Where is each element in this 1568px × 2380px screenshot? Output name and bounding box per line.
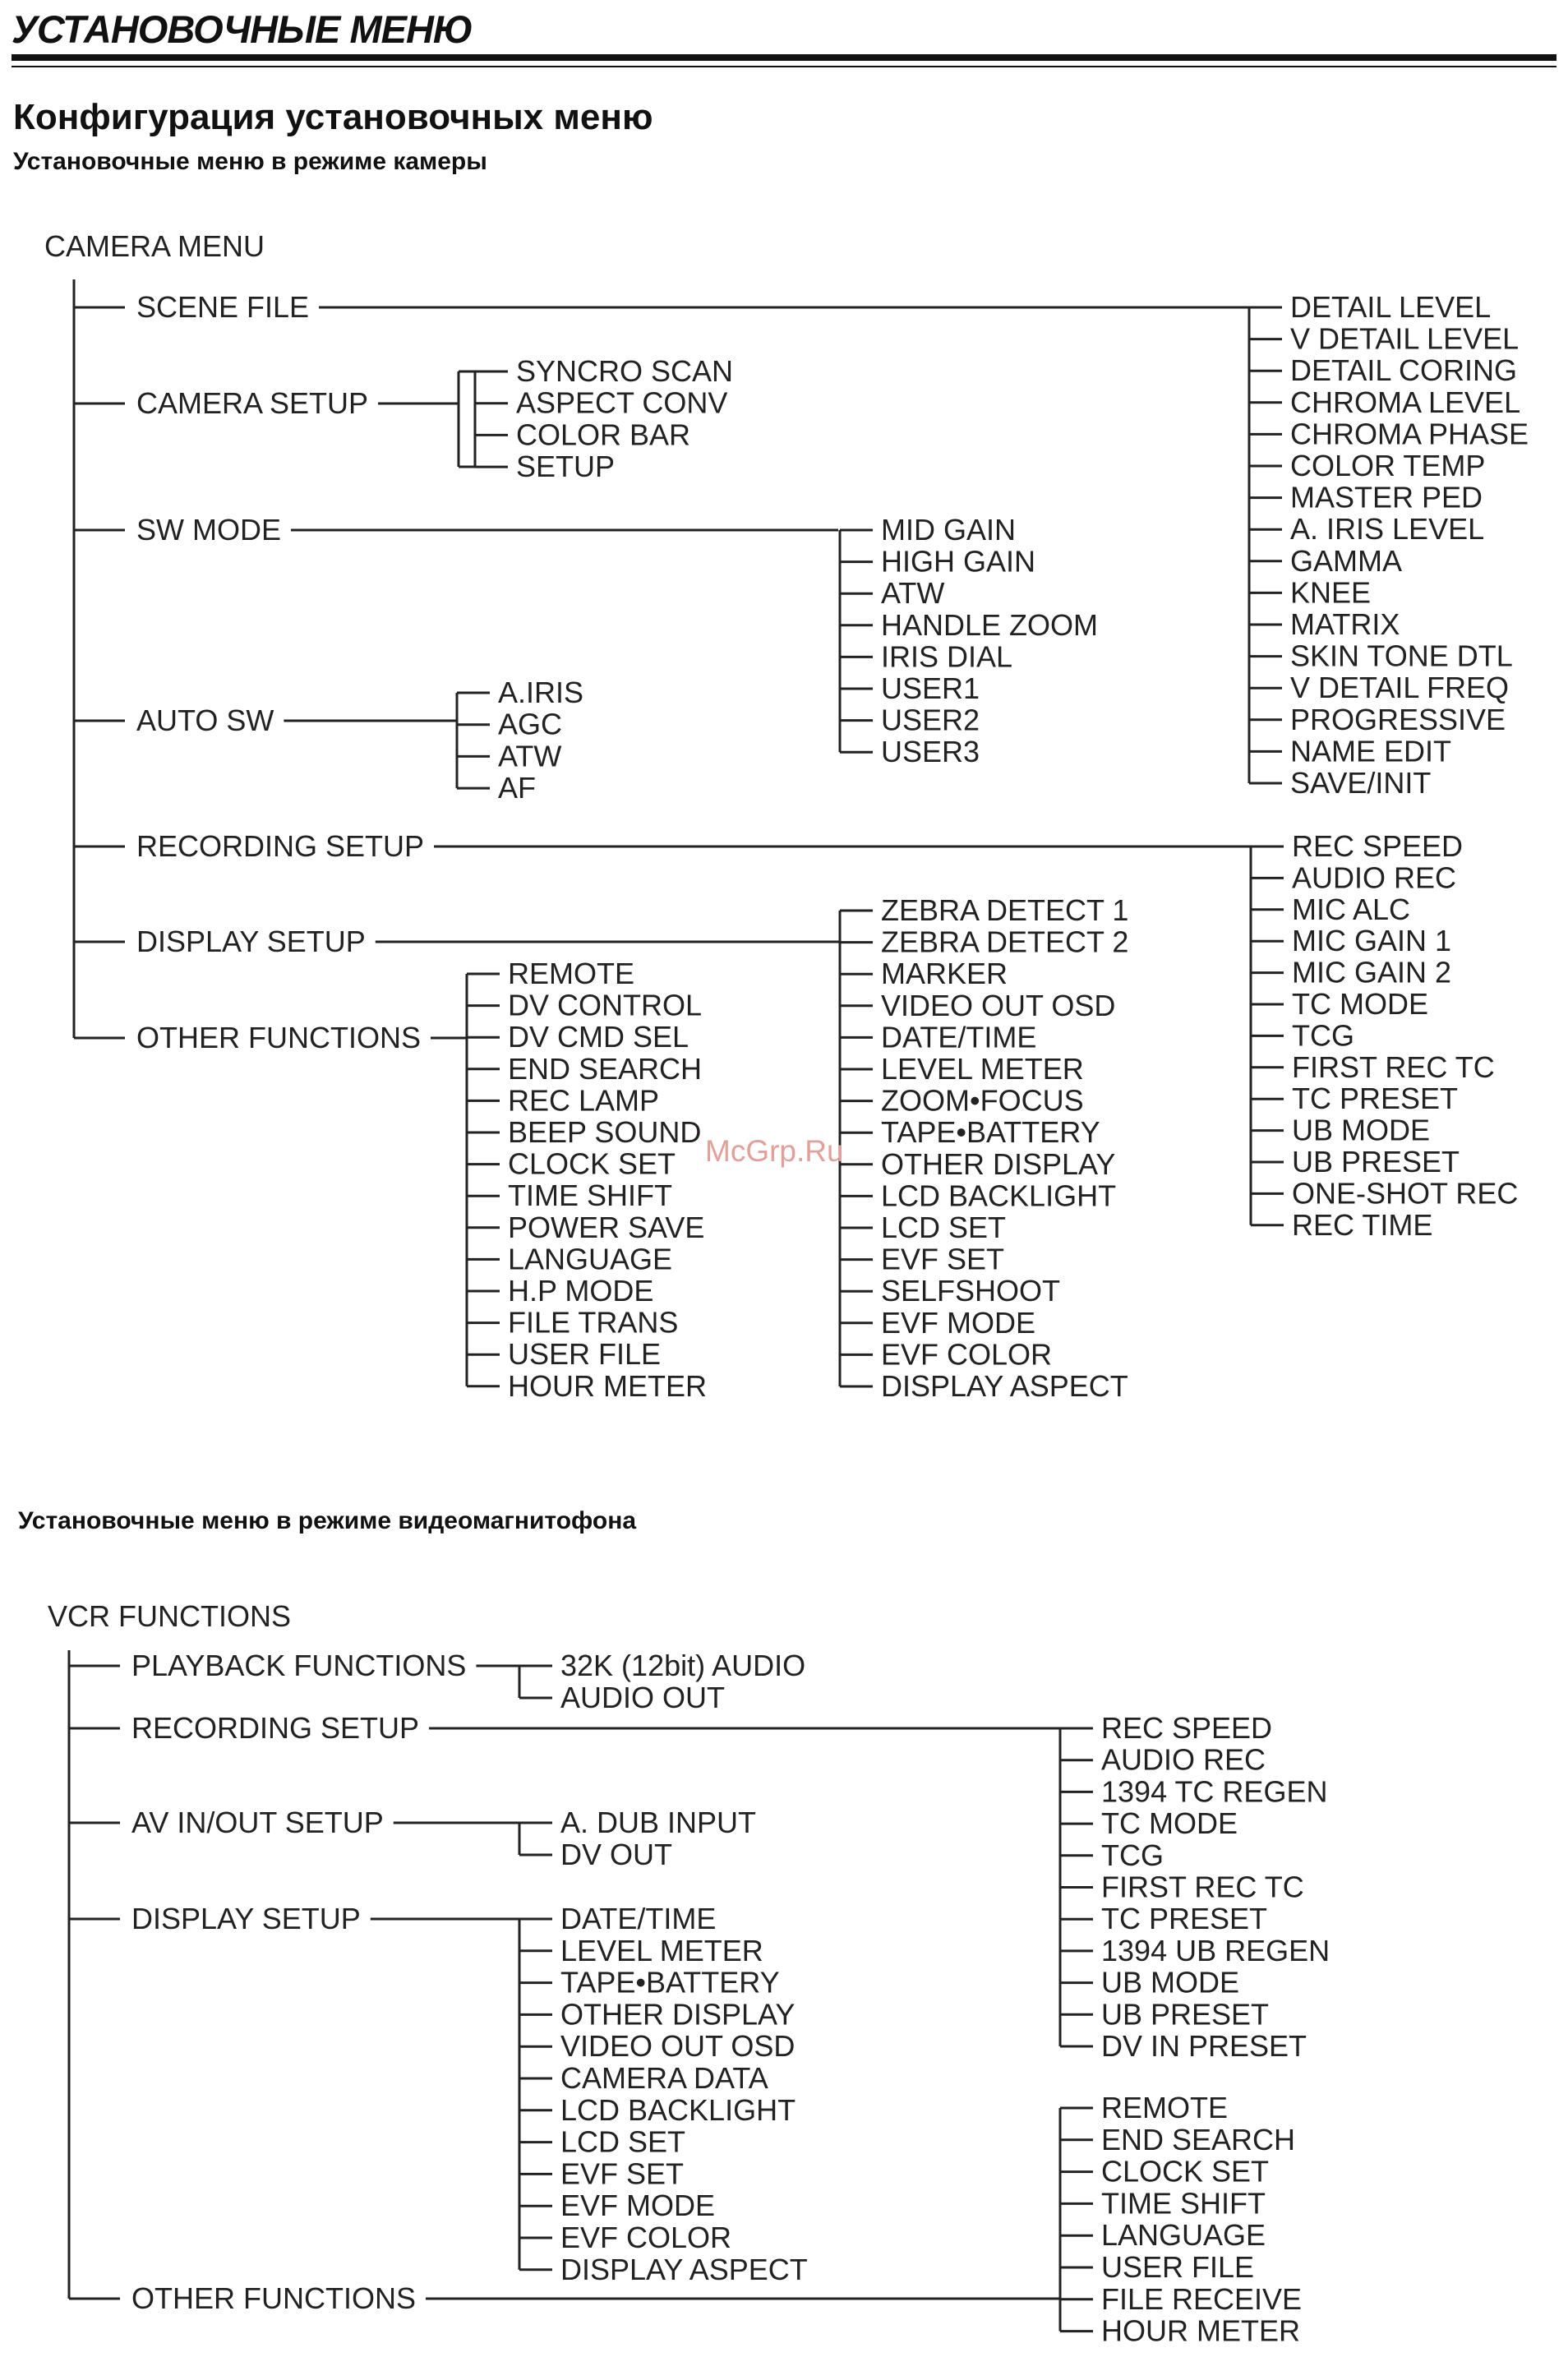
section-header: УСТАНОВОЧНЫЕ МЕНЮ	[12, 7, 473, 51]
vcr-display-item: EVF MODE	[560, 2189, 716, 2223]
vcr-playback-item: AUDIO OUT	[560, 1681, 726, 1714]
vcr-display-setup: DISPLAY SETUP	[131, 1902, 361, 1935]
vcr-display-item: CAMERA DATA	[560, 2061, 768, 2095]
vcr-playback-item: 32K (12bit) AUDIO	[560, 1649, 806, 1682]
sw-mode-item: MID GAIN	[881, 513, 1017, 547]
scene-file-item: DETAIL CORING	[1290, 353, 1518, 388]
vcr-display-item: DISPLAY ASPECT	[560, 2252, 808, 2286]
other-functions-item: HOUR METER	[508, 1368, 707, 1403]
camera-setup-item: SETUP	[516, 450, 616, 484]
auto-sw-item: A.IRIS	[498, 676, 584, 709]
vcr-display-item: LCD SET	[560, 2124, 686, 2159]
display-setup-item: ZEBRA DETECT 1	[881, 893, 1129, 927]
other-functions-item: REMOTE	[508, 957, 635, 990]
other-functions-item: LANGUAGE	[508, 1242, 673, 1276]
auto-sw-item: AGC	[498, 707, 563, 741]
other-functions-item: END SEARCH	[508, 1051, 703, 1086]
vcr-other-item: LANGUAGE	[1101, 2218, 1266, 2253]
sw-mode-item: USER2	[881, 703, 980, 737]
other-functions-item: BEEP SOUND	[508, 1115, 702, 1149]
display-setup-item: SELFSHOOT	[881, 1274, 1061, 1308]
vcr-other-item: FILE RECEIVE	[1101, 2281, 1303, 2316]
vcr-recording-item: TC MODE	[1101, 1806, 1238, 1841]
recording-setup-item: MIC GAIN 1	[1292, 924, 1452, 958]
page-title: Конфигурация установочных меню	[13, 97, 653, 137]
other-functions-item: FILE TRANS	[508, 1305, 679, 1340]
camera-scene-file: SCENE FILE	[136, 290, 310, 324]
auto-sw-item: ATW	[498, 739, 562, 773]
vcr-recording-item: TC PRESET	[1101, 1902, 1268, 1936]
vcr-other-item: REMOTE	[1101, 2091, 1229, 2124]
other-functions-item: DV CMD SEL	[508, 1020, 689, 1054]
vcr-recording-item: 1394 TC REGEN	[1101, 1774, 1328, 1809]
camera-menu-root: CAMERA MENU	[44, 229, 265, 263]
vcr-other-functions: OTHER FUNCTIONS	[131, 2281, 416, 2315]
vcr-display-item: LEVEL METER	[560, 1933, 763, 1967]
camera-auto-sw: AUTO SW	[136, 703, 274, 737]
recording-setup-item: MIC ALC	[1292, 892, 1411, 926]
camera-camera-setup: CAMERA SETUP	[136, 386, 369, 420]
scene-file-item: NAME EDIT	[1290, 734, 1452, 768]
vcr-recording-item: FIRST REC TC	[1101, 1870, 1304, 1904]
recording-setup-item: REC TIME	[1292, 1207, 1433, 1242]
scene-file-item: KNEE	[1290, 575, 1372, 610]
recording-setup-item: REC SPEED	[1292, 829, 1464, 863]
sw-mode-item: USER1	[881, 671, 980, 705]
camera-other-functions: OTHER FUNCTIONS	[136, 1021, 421, 1054]
sw-mode-item: ATW	[881, 576, 945, 611]
scene-file-item: V DETAIL FREQ	[1290, 671, 1510, 705]
display-setup-item: EVF MODE	[881, 1305, 1036, 1340]
display-setup-item: LEVEL METER	[881, 1052, 1084, 1086]
sw-mode-item: IRIS DIAL	[881, 639, 1013, 674]
vcr-recording-setup: RECORDING SETUP	[131, 1711, 420, 1745]
vcr-playback-functions: PLAYBACK FUNCTIONS	[131, 1649, 467, 1682]
watermark: McGrp.Ru	[705, 1134, 844, 1168]
camera-setup-item: ASPECT CONV	[516, 385, 728, 420]
other-functions-item: TIME SHIFT	[508, 1178, 672, 1213]
vcr-recording-item: REC SPEED	[1101, 1711, 1273, 1745]
scene-file-item: PROGRESSIVE	[1290, 702, 1506, 736]
vcr-other-item: HOUR METER	[1101, 2313, 1300, 2348]
vcr-display-item: EVF SET	[560, 2156, 685, 2191]
auto-sw-item: AF	[498, 771, 537, 805]
other-functions-item: REC LAMP	[508, 1083, 660, 1118]
scene-file-item: CHROMA PHASE	[1290, 417, 1529, 451]
scene-file-item: SAVE/INIT	[1290, 766, 1432, 800]
vcr-other-item: TIME SHIFT	[1101, 2186, 1266, 2221]
recording-setup-item: MIC GAIN 2	[1292, 955, 1452, 989]
vcr-avinout-item: A. DUB INPUT	[560, 1806, 757, 1839]
display-setup-item: MARKER	[881, 957, 1008, 991]
display-setup-item: EVF COLOR	[881, 1337, 1053, 1372]
scene-file-item: MATRIX	[1290, 607, 1400, 641]
camera-subtitle: Установочные меню в режиме камеры	[13, 148, 487, 175]
recording-setup-item: TCG	[1292, 1018, 1354, 1053]
scene-file-item: V DETAIL LEVEL	[1290, 321, 1520, 356]
display-setup-item: VIDEO OUT OSD	[881, 988, 1116, 1022]
camera-sw-mode: SW MODE	[136, 513, 281, 547]
display-setup-item: LCD SET	[881, 1211, 1007, 1244]
vcr-display-item: EVF COLOR	[560, 2221, 732, 2254]
display-setup-item: ZOOM•FOCUS	[881, 1083, 1084, 1118]
recording-setup-item: UB PRESET	[1292, 1145, 1460, 1178]
display-setup-item: DISPLAY ASPECT	[881, 1369, 1128, 1403]
scene-file-item: SKIN TONE DTL	[1290, 639, 1513, 673]
other-functions-item: DV CONTROL	[508, 988, 703, 1022]
vcr-other-item: END SEARCH	[1101, 2122, 1296, 2156]
vcr-display-item: VIDEO OUT OSD	[560, 2029, 796, 2064]
scene-file-item: COLOR TEMP	[1290, 449, 1486, 482]
display-setup-item: ZEBRA DETECT 2	[881, 925, 1129, 959]
vcr-display-item: DATE/TIME	[560, 1902, 717, 1935]
vcr-recording-item: 1394 UB REGEN	[1101, 1933, 1330, 1967]
camera-recording-setup: RECORDING SETUP	[136, 829, 425, 863]
other-functions-item: USER FILE	[508, 1337, 662, 1372]
scene-file-item: CHROMA LEVEL	[1290, 385, 1521, 419]
camera-setup-item: COLOR BAR	[516, 417, 691, 452]
recording-setup-item: FIRST REC TC	[1292, 1049, 1495, 1084]
camera-setup-item: SYNCRO SCAN	[516, 354, 734, 388]
recording-setup-item: TC PRESET	[1292, 1082, 1459, 1116]
display-setup-item: DATE/TIME	[881, 1020, 1037, 1054]
vcr-recording-item: TCG	[1101, 1838, 1164, 1872]
other-functions-item: POWER SAVE	[508, 1210, 705, 1244]
vcr-recording-item: DV IN PRESET	[1101, 2029, 1307, 2063]
vcr-menu-root: VCR FUNCTIONS	[48, 1599, 291, 1633]
vcr-display-item: TAPE•BATTERY	[560, 1965, 780, 1999]
display-setup-item: TAPE•BATTERY	[881, 1115, 1100, 1150]
display-setup-item: OTHER DISPLAY	[881, 1146, 1116, 1181]
vcr-recording-item: UB MODE	[1101, 1965, 1240, 1999]
vcr-subtitle: Установочные меню в режиме видеомагнитофона	[18, 1507, 637, 1534]
scene-file-item: MASTER PED	[1290, 480, 1483, 514]
vcr-recording-item: UB PRESET	[1101, 1997, 1270, 2032]
recording-setup-item: TC MODE	[1292, 987, 1428, 1021]
scene-file-item: DETAIL LEVEL	[1290, 290, 1492, 324]
vcr-other-item: USER FILE	[1101, 2250, 1255, 2284]
sw-mode-item: HANDLE ZOOM	[881, 607, 1099, 642]
vcr-display-item: LCD BACKLIGHT	[560, 2092, 796, 2127]
vcr-recording-item: AUDIO REC	[1101, 1742, 1266, 1777]
scene-file-item: A. IRIS LEVEL	[1290, 512, 1485, 547]
vcr-av-inout-setup: AV IN/OUT SETUP	[131, 1806, 384, 1839]
camera-display-setup: DISPLAY SETUP	[136, 925, 366, 958]
display-setup-item: LCD BACKLIGHT	[881, 1178, 1117, 1213]
sw-mode-item: USER3	[881, 735, 980, 769]
other-functions-item: CLOCK SET	[508, 1146, 676, 1181]
other-functions-item: H.P MODE	[508, 1274, 654, 1308]
sw-mode-item: HIGH GAIN	[881, 544, 1036, 579]
vcr-display-item: OTHER DISPLAY	[560, 1997, 796, 2032]
vcr-other-item: CLOCK SET	[1101, 2154, 1270, 2189]
display-setup-item: EVF SET	[881, 1242, 1005, 1276]
scene-file-item: GAMMA	[1290, 543, 1403, 578]
recording-setup-item: AUDIO REC	[1292, 860, 1457, 895]
vcr-avinout-item: DV OUT	[560, 1838, 673, 1871]
recording-setup-item: ONE-SHOT REC	[1292, 1176, 1519, 1211]
recording-setup-item: UB MODE	[1292, 1113, 1431, 1147]
